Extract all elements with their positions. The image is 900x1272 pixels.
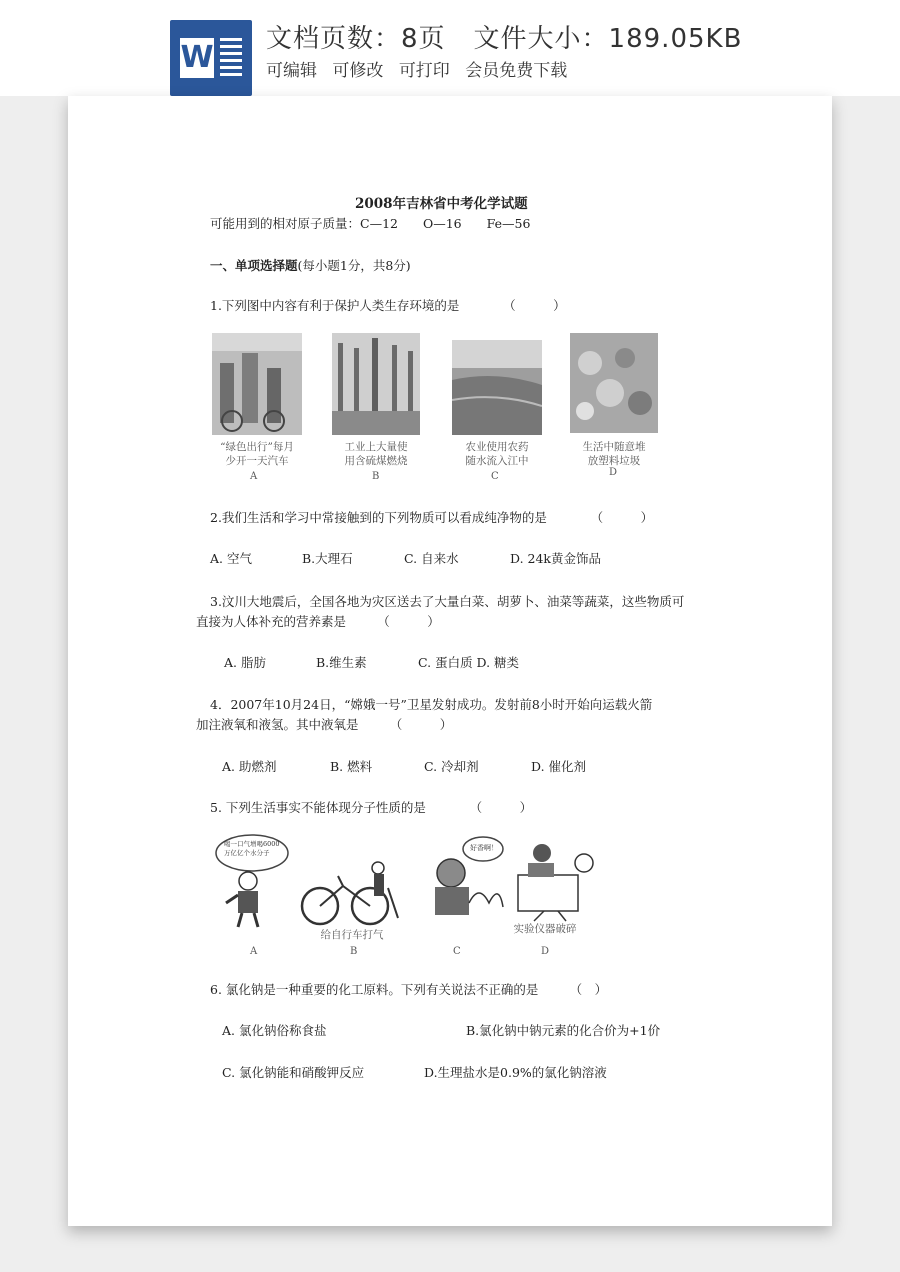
- q5-letter-d: D: [541, 946, 550, 957]
- q1-letter-d: D: [609, 467, 618, 478]
- page-count: 文档页数：8页: [266, 24, 446, 54]
- q4-option-a: A. 助燃剂: [222, 759, 277, 774]
- feature-list: [266, 56, 577, 81]
- file-size: 文件大小：189.05KB: [473, 24, 743, 54]
- q1-caption-c: 农业使用农药 随水流入江中: [465, 441, 529, 467]
- q3-option-a: A. 脂肪: [224, 655, 266, 670]
- section-heading: [210, 256, 411, 274]
- q6-option-c: C. 氯化钠能和硝酸钾反应: [222, 1065, 365, 1080]
- q1-caption-d: 生活中随意堆 放塑料垃圾: [582, 441, 646, 467]
- q1-letter-b: B: [372, 471, 380, 482]
- q5-stem: 5. 下列生活事实不能体现分子性质的是 （ ）: [210, 800, 533, 815]
- q5-caption-d: 实验仪器破碎: [513, 923, 577, 935]
- q2-stem: 2.我们生活和学习中常接触到的下列物质可以看成纯净物的是 （ ）: [210, 510, 654, 525]
- q1-photo-a: [212, 333, 302, 435]
- word-icon: W: [170, 20, 252, 96]
- q4-option-b: B. 燃料: [330, 759, 373, 774]
- q6-stem: 6. 氯化钠是一种重要的化工原料。下列有关说法不正确的是 （ ）: [210, 982, 608, 997]
- feature-modifiable: 可修改: [332, 61, 384, 81]
- section-note: (每小题1分，共8分): [297, 258, 411, 273]
- q1-photo-b: [332, 333, 420, 435]
- q5-cartoon-d: [514, 833, 604, 923]
- q5-cartoon-b: [298, 858, 408, 928]
- feature-member-download[interactable]: 会员免费下载: [465, 61, 568, 81]
- q5-letter-b: B: [350, 946, 358, 957]
- q4-stem-line1: 4．2007年10月24日，“嫦娥一号”卫星发射成功。发射前8小时开始向运载火箭: [210, 697, 653, 712]
- section-title: 一、单项选择题: [210, 258, 298, 273]
- q1-caption-a: “绿色出行”每月 少开一天汽车: [220, 441, 294, 467]
- q3-stem-line2: 直接为人体补充的营养素是 （ ）: [196, 614, 440, 629]
- q4-option-c: C. 冷却剂: [424, 759, 479, 774]
- q2-option-d: D. 24k黄金饰品: [510, 551, 602, 566]
- q5-letter-a: A: [250, 946, 258, 957]
- q1-letter-c: C: [491, 471, 499, 482]
- feature-editable: 可编辑: [266, 61, 317, 81]
- q5-letter-c: C: [453, 946, 461, 957]
- q4-option-d: D. 催化剂: [531, 759, 587, 774]
- q1-photo-c: [452, 340, 542, 435]
- q2-option-a: A. 空气: [210, 551, 252, 566]
- q6-option-d: D.生理盐水是0.9%的氯化钠溶液: [424, 1065, 607, 1080]
- file-info: [266, 18, 770, 55]
- q1-caption-b: 工业上大量使 用含硫煤燃烧: [344, 441, 408, 467]
- q6-option-b: B.氯化钠中钠元素的化合价为+1价: [466, 1023, 661, 1038]
- q2-option-c: C. 自来水: [404, 551, 459, 566]
- q5-bubble-c-text: 好香啊！: [470, 844, 498, 852]
- download-banner: [0, 0, 900, 96]
- q1-photo-d: [570, 333, 658, 433]
- q3-stem-line1: 3.汶川大地震后，全国各地为灾区送去了大量白菜、胡萝卜、油菜等蔬菜，这些物质可: [210, 594, 685, 609]
- q5-bubble-a-text: 喝一口气增喝6000万亿亿个水分子: [224, 840, 280, 857]
- q4-stem-line2: 加注液氧和液氢。其中液氧是 （ ）: [196, 717, 453, 732]
- q6-option-a: A. 氯化钠俗称食盐: [222, 1023, 327, 1038]
- q5-caption-b: 给自行车打气: [320, 929, 384, 941]
- q1-letter-a: A: [250, 471, 258, 482]
- q2-option-b: B.大理石: [302, 551, 353, 566]
- atomic-mass-line: 可能用到的相对原子质量：C—12 O—16 Fe—56: [210, 216, 531, 231]
- q1-stem: 1.下列图中内容有利于保护人类生存环境的是 （ ）: [210, 298, 566, 313]
- q3-option-cd: C. 蛋白质 D. 糖类: [418, 655, 520, 670]
- feature-printable: 可打印: [398, 61, 450, 81]
- q3-option-b: B.维生素: [316, 655, 367, 670]
- exam-title: 2008年吉林省中考化学试题: [355, 196, 528, 212]
